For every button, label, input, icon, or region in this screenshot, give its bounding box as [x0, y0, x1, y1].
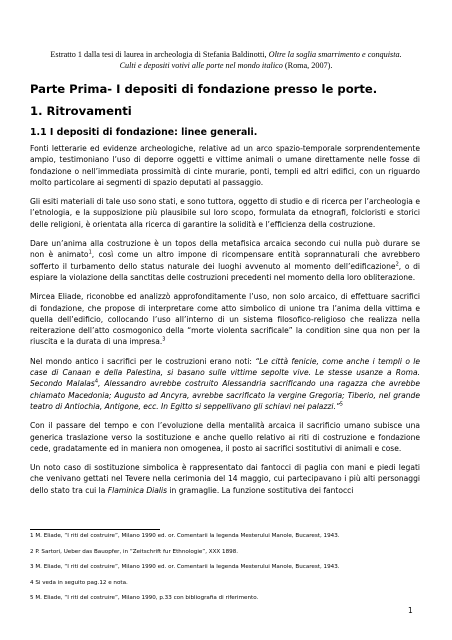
paragraph-7 [30, 462, 420, 496]
citation-suffix: (Roma, 2007). [282, 60, 333, 70]
footnote-5: 5 M. Eliade, “I riti del costruire”, Milano 1990, p.33 con bibliografia di riferimento. [30, 595, 259, 601]
eliade-quote-a: “Le città fenicie, come anche i templi o le case di Canaan e della Palestina, si basano sulle vittime sepolte vive. Le stesse usanze a Roma. Secondo Malalas [30, 356, 420, 389]
paragraph-3-text-a: Dare un’anima alla costruzione è un topos della metafisica arcaica secondo cui nulla può durare se non è animato [30, 239, 420, 260]
flaminica-dialis: Flaminica Dialis [107, 485, 168, 495]
footnote-3: 3 M. Eliade, “I riti del costruire”, Milano 1990 ed. or. Comentarii la legenda Mesterului Manole, Bucarest, 1943. [30, 564, 340, 570]
footnote-ref-1[interactable]: 1 [88, 249, 92, 256]
part-title: Parte Prima- I depositi di fondazione presso le porte. [30, 82, 378, 96]
paragraph-2: Gli esiti materiali di tale uso sono stati, e sono tuttora, oggetto di studio e di ricerca per l’archeologia e l’etnologia, e la supposizione più plausibile sul loro scopo, formulata da etnografi, folcloristi e storici delle religioni, è orientata alla ricerca di garantire la solidità e l’efficienza della costruzione. [30, 197, 420, 229]
paragraph-3-text-b: , così come un altro impone di ricompensare entità soprannaturali che avrebbero sofferto il turbamento dello status naturale dei luoghi avvenuto al momento dell’edificazione [30, 250, 421, 271]
paragraph-1: Fonti letterarie ed evidenze archeologiche, relative ad un arco spazio-temporale sorprendentemente ampio, testimoniano l’uso di deporre oggetti e vittime animali o umane direttamente nelle fosse di fondazione o nell’immediata prossimità di cinte murarie, ponti, templi ed altri edifici, con un riguardo molto particolare ai segmenti di spazio deputati al passaggio. [30, 144, 420, 187]
footnote-ref-3[interactable]: 3 [162, 336, 166, 343]
footnote-separator [30, 529, 160, 530]
paragraph-4-text: Mircea Eliade, riconobbe ed analizzò approfonditamente l’uso, non solo arcaico, di effettuare sacrifici di fondazione, che propose di interpretare come atto simbolico di unione tra l’anima della vittima e quella dell’edificio, collocando l’uso all’interno di un sistema filosofico-religioso che realizza nella reiterazione dell’atto cosmogonico della “morte violenta sacrificale” la condition sine qua non per la riuscita e la durata di una impresa. [30, 292, 420, 347]
page-number: 1 [408, 606, 413, 615]
footnote-ref-4[interactable]: 4 [94, 378, 99, 385]
eliade-quote-b: , Alessandro avrebbe costruito Alessandria sacrificando una ragazza che avrebbe chiamato Macedonia; Augusto ad Ancyra, avrebbe sacrificato la vergine Gregoria; Tiberio, nel grande teatro di Antiochia, Antigone, ecc. In Egitto si seppellivano gli schiavi nei palazzi.” [30, 379, 420, 411]
footnote-2: 2 P. Sartori, Ueber das Bauopfer, in “Zeitschrift fur Ethnologie”, XXX 1898. [30, 548, 239, 555]
paragraph-5-text: Nel mondo antico i sacrifici per le costruzioni erano noti: [30, 356, 256, 366]
paragraph-4 [30, 291, 420, 347]
paragraph-6: Con il passare del tempo e con l’evoluzione della mentalità arcaica il sacrificio umano subisce una generica traslazione verso la sostituzione e anche quello relativo ai riti di costruzione e fondazione cede, gradatamente ed in maniera non omogenea, il posto ai sacrifici sostitutivi di animali e cose. [30, 421, 420, 453]
footnote-1: 1 M. Eliade, “I riti del costruire”, Milano 1990 ed. or. Comentarii la legenda Mesterului Manole, Bucarest, 1943. [30, 533, 340, 539]
footnote-4: 4 Si veda in seguito pag.12 e nota. [30, 579, 128, 586]
section-title: 1. Ritrovamenti [30, 104, 132, 118]
body-text [30, 143, 420, 504]
paragraph-7-text-a: Un noto caso di sostituzione simbolica è rappresentato dai fantocci di paglia con mani e piedi legati che venivano gettati nel Tevere nella cerimonia del 14 maggio, cui partecipavano i più alti personaggi dello stato tra cui la [30, 463, 420, 495]
footnote-ref-5[interactable]: 5 [339, 401, 343, 408]
citation-prefix: Estratto 1 dalla tesi di laurea in archeologia di Stefania Baldinotti, [50, 50, 269, 59]
footnote-ref-2[interactable]: 2 [395, 261, 399, 268]
thesis-subtitle: Culti e depositi votivi alle porte nel mondo italico [119, 60, 283, 70]
thesis-title: Oltre la soglia smarrimento e conquista. [268, 50, 402, 59]
footnotes [30, 532, 425, 610]
paragraph-7-text-b: in gramaglie. La funzione sostitutiva dei fantocci [167, 485, 354, 495]
paragraph-3 [30, 238, 420, 283]
subsection-title: 1.1 I depositi di fondazione: linee generali. [30, 127, 258, 138]
paragraph-5 [30, 356, 420, 412]
source-citation [30, 50, 422, 71]
paragraph-3-text-c: , o di espiare la violazione della sanctitas delle costruzioni precedenti nel momento della loro obliterazione. [30, 261, 421, 282]
